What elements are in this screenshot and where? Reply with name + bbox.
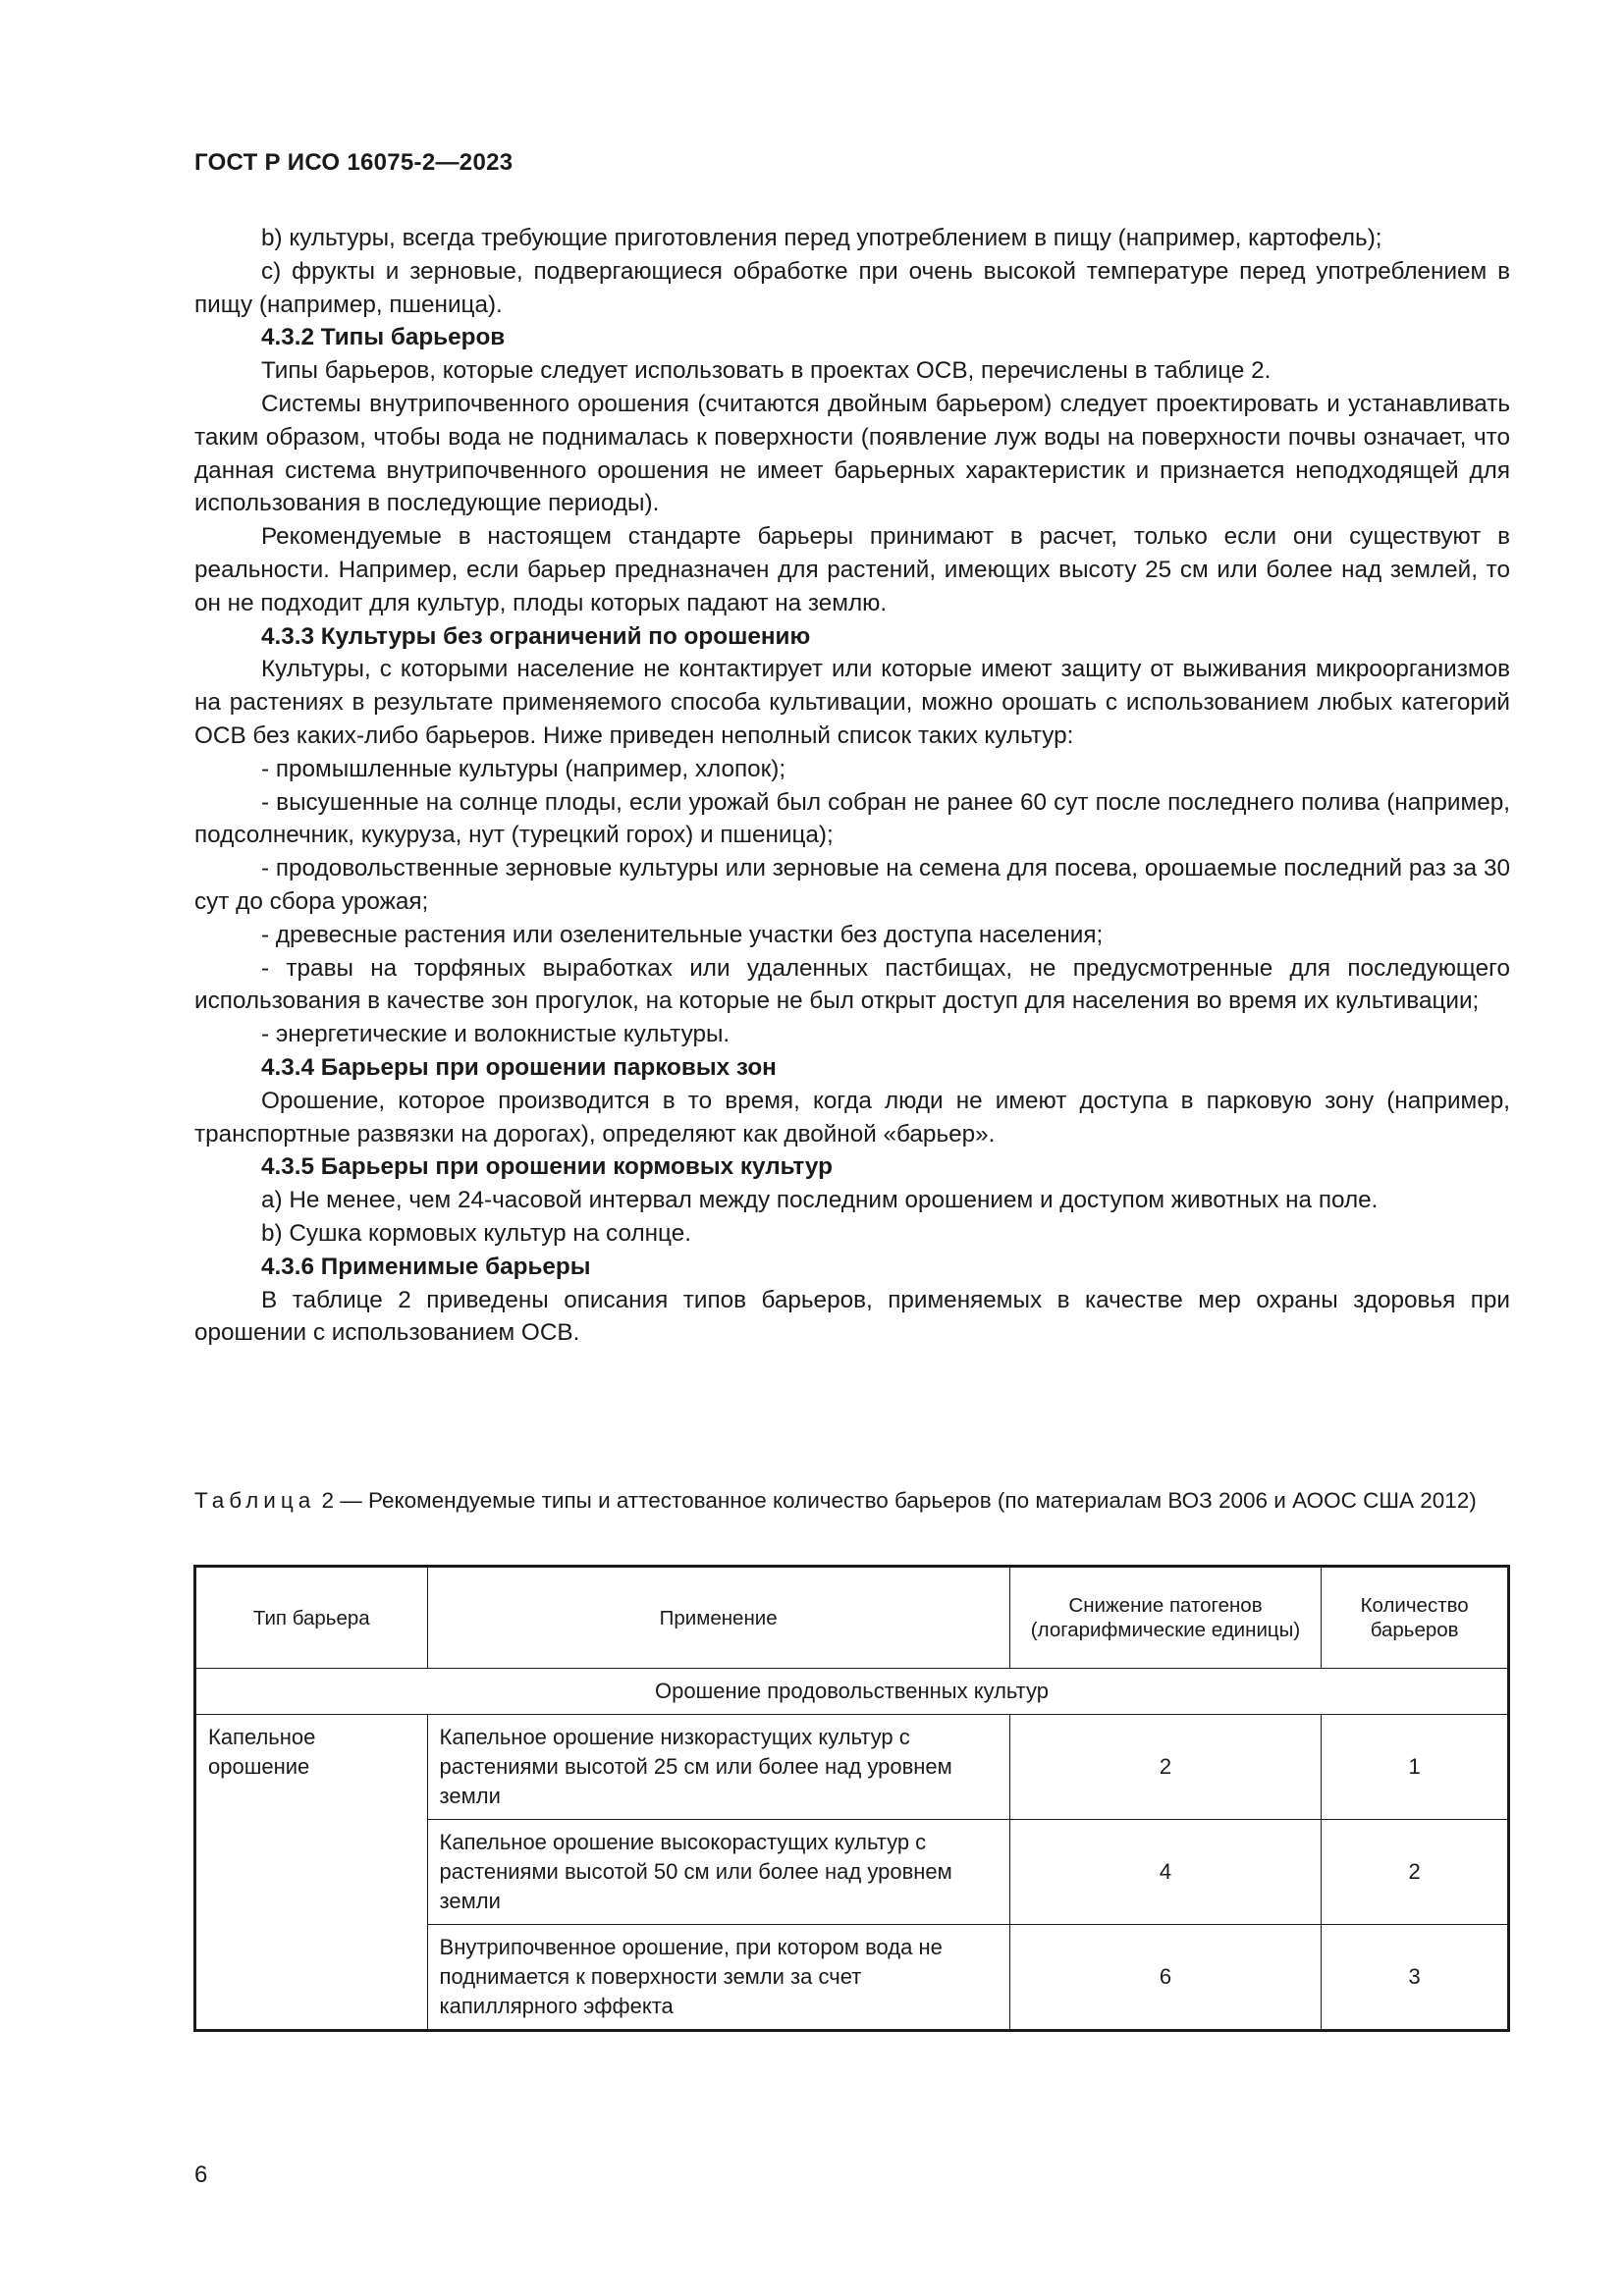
list-item: - древесные растения или озеленительные участки без доступа населения;	[261, 921, 1104, 948]
application-cell: Капельное орошение высокорастущих культур с растениями высотой 50 см или более над уровнем земли	[427, 1820, 1009, 1925]
table-section-row	[195, 1669, 1509, 1715]
paragraph: Типы барьеров, которые следует использовать в проектах ОСВ, перечислены в таблице 2.	[261, 357, 1272, 385]
table-caption	[194, 1486, 1510, 1516]
header-barrier-count: Количество барьеров	[1322, 1567, 1509, 1669]
barrier-table	[193, 1565, 1510, 2032]
paragraph: Рекомендуемые в настоящем стандарте барьеры принимают в расчет, только если они существуют в реальности. Например, если барьер предназначен для растений, имеющих высоту 25 см или более над землей, то он не подходит для культур, плоды которых падают на землю.	[194, 523, 1510, 616]
table-caption-label: Таблица	[194, 1488, 316, 1513]
paragraph: В таблице 2 приведены описания типов барьеров, применяемых в качестве мер охраны здоровья при орошении с использованием ОСВ.	[194, 1286, 1510, 1347]
table-caption-text: 2 — Рекомендуемые типы и аттестованное количество барьеров (по материалам ВОЗ 2006 и АООС США 2012)	[321, 1488, 1477, 1513]
application-cell: Внутрипочвенное орошение, при котором вода не поднимается к поверхности земли за счет капиллярного эффекта	[427, 1925, 1009, 2031]
paragraph: Культуры, с которыми население не контактирует или которые имеют защиту от выживания микроорганизмов на растениях в результате применяемого способа культивации, можно орошать с использованием любых категорий ОСВ без каких-либо барьеров. Ниже приведен неполный список таких культур:	[194, 656, 1510, 749]
count-cell: 2	[1322, 1820, 1509, 1925]
paragraph: b) культуры, всегда требующие приготовления перед употреблением в пищу (например, картофель);	[261, 225, 1382, 251]
section-heading: 4.3.2 Типы барьеров	[261, 324, 506, 351]
section-heading: 4.3.3 Культуры без ограничений по орошению	[261, 622, 811, 650]
section-title: Орошение продовольственных культур	[195, 1669, 1509, 1715]
header-barrier-type: Тип барьера	[195, 1567, 428, 1669]
reduction-cell: 2	[1009, 1715, 1321, 1820]
list-item: - высушенные на солнце плоды, если урожай был собран не ранее 60 сут после последнего полива (например, подсолнечник, кукуруза, нут (турецкий горох) и пшеница);	[194, 788, 1510, 849]
count-cell: 3	[1322, 1925, 1509, 2031]
list-item: - продовольственные зерновые культуры или зерновые на семена для посева, орошаемые последний раз за 30 сут до сбора урожая;	[194, 855, 1510, 915]
list-item: - промышленные культуры (например, хлопок);	[261, 755, 786, 782]
reduction-cell: 4	[1009, 1820, 1321, 1925]
paragraph: c) фрукты и зерновые, подвергающиеся обработке при очень высокой температуре перед употреблением в пищу (например, пшеница).	[194, 257, 1510, 318]
table-row	[195, 1715, 1509, 1820]
barrier-type-cell: Капельное орошение	[195, 1715, 428, 2031]
page-number: 6	[194, 2162, 208, 2188]
paragraph: Орошение, которое производится в то время, когда люди не имеют доступа в парковую зону (например, транспортные развязки на дорогах), определяют как двойной «барьер».	[194, 1087, 1510, 1148]
header-application: Применение	[427, 1567, 1009, 1669]
application-cell: Капельное орошение низкорастущих культур с растениями высотой 25 см или более над уровнем земли	[427, 1715, 1009, 1820]
section-heading: 4.3.4 Барьеры при орошении парковых зон	[261, 1053, 777, 1081]
document-header: ГОСТ Р ИСО 16075-2—2023	[194, 149, 514, 176]
reduction-cell: 6	[1009, 1925, 1321, 2031]
paragraph: a) Не менее, чем 24-часовой интервал между последним орошением и доступом животных на поле.	[261, 1187, 1379, 1214]
body-text	[194, 222, 1510, 1350]
list-item: - травы на торфяных выработках или удаленных пастбищах, не предусмотренные для последующего использования в качестве зон прогулок, на которые не был открыт доступ для населения во время их культивации;	[194, 954, 1510, 1015]
section-heading: 4.3.6 Применимые барьеры	[261, 1253, 591, 1280]
section-heading: 4.3.5 Барьеры при орошении кормовых культур	[261, 1153, 833, 1181]
count-cell: 1	[1322, 1715, 1509, 1820]
table-header-row	[195, 1567, 1509, 1669]
list-item: - энергетические и волокнистые культуры.	[261, 1021, 731, 1048]
paragraph: b) Сушка кормовых культур на солнце.	[261, 1219, 691, 1247]
paragraph: Системы внутрипочвенного орошения (считаются двойным барьером) следует проектировать и устанавливать таким образом, чтобы вода не поднималась к поверхности (появление луж воды на поверхности почвы означает, что данная система внутрипочвенного орошения не имеет барьерных характеристик и признается неподходящей для использования в последующие периоды).	[194, 390, 1510, 517]
header-pathogen-reduction: Снижение патогенов (логарифмические единицы)	[1009, 1567, 1321, 1669]
